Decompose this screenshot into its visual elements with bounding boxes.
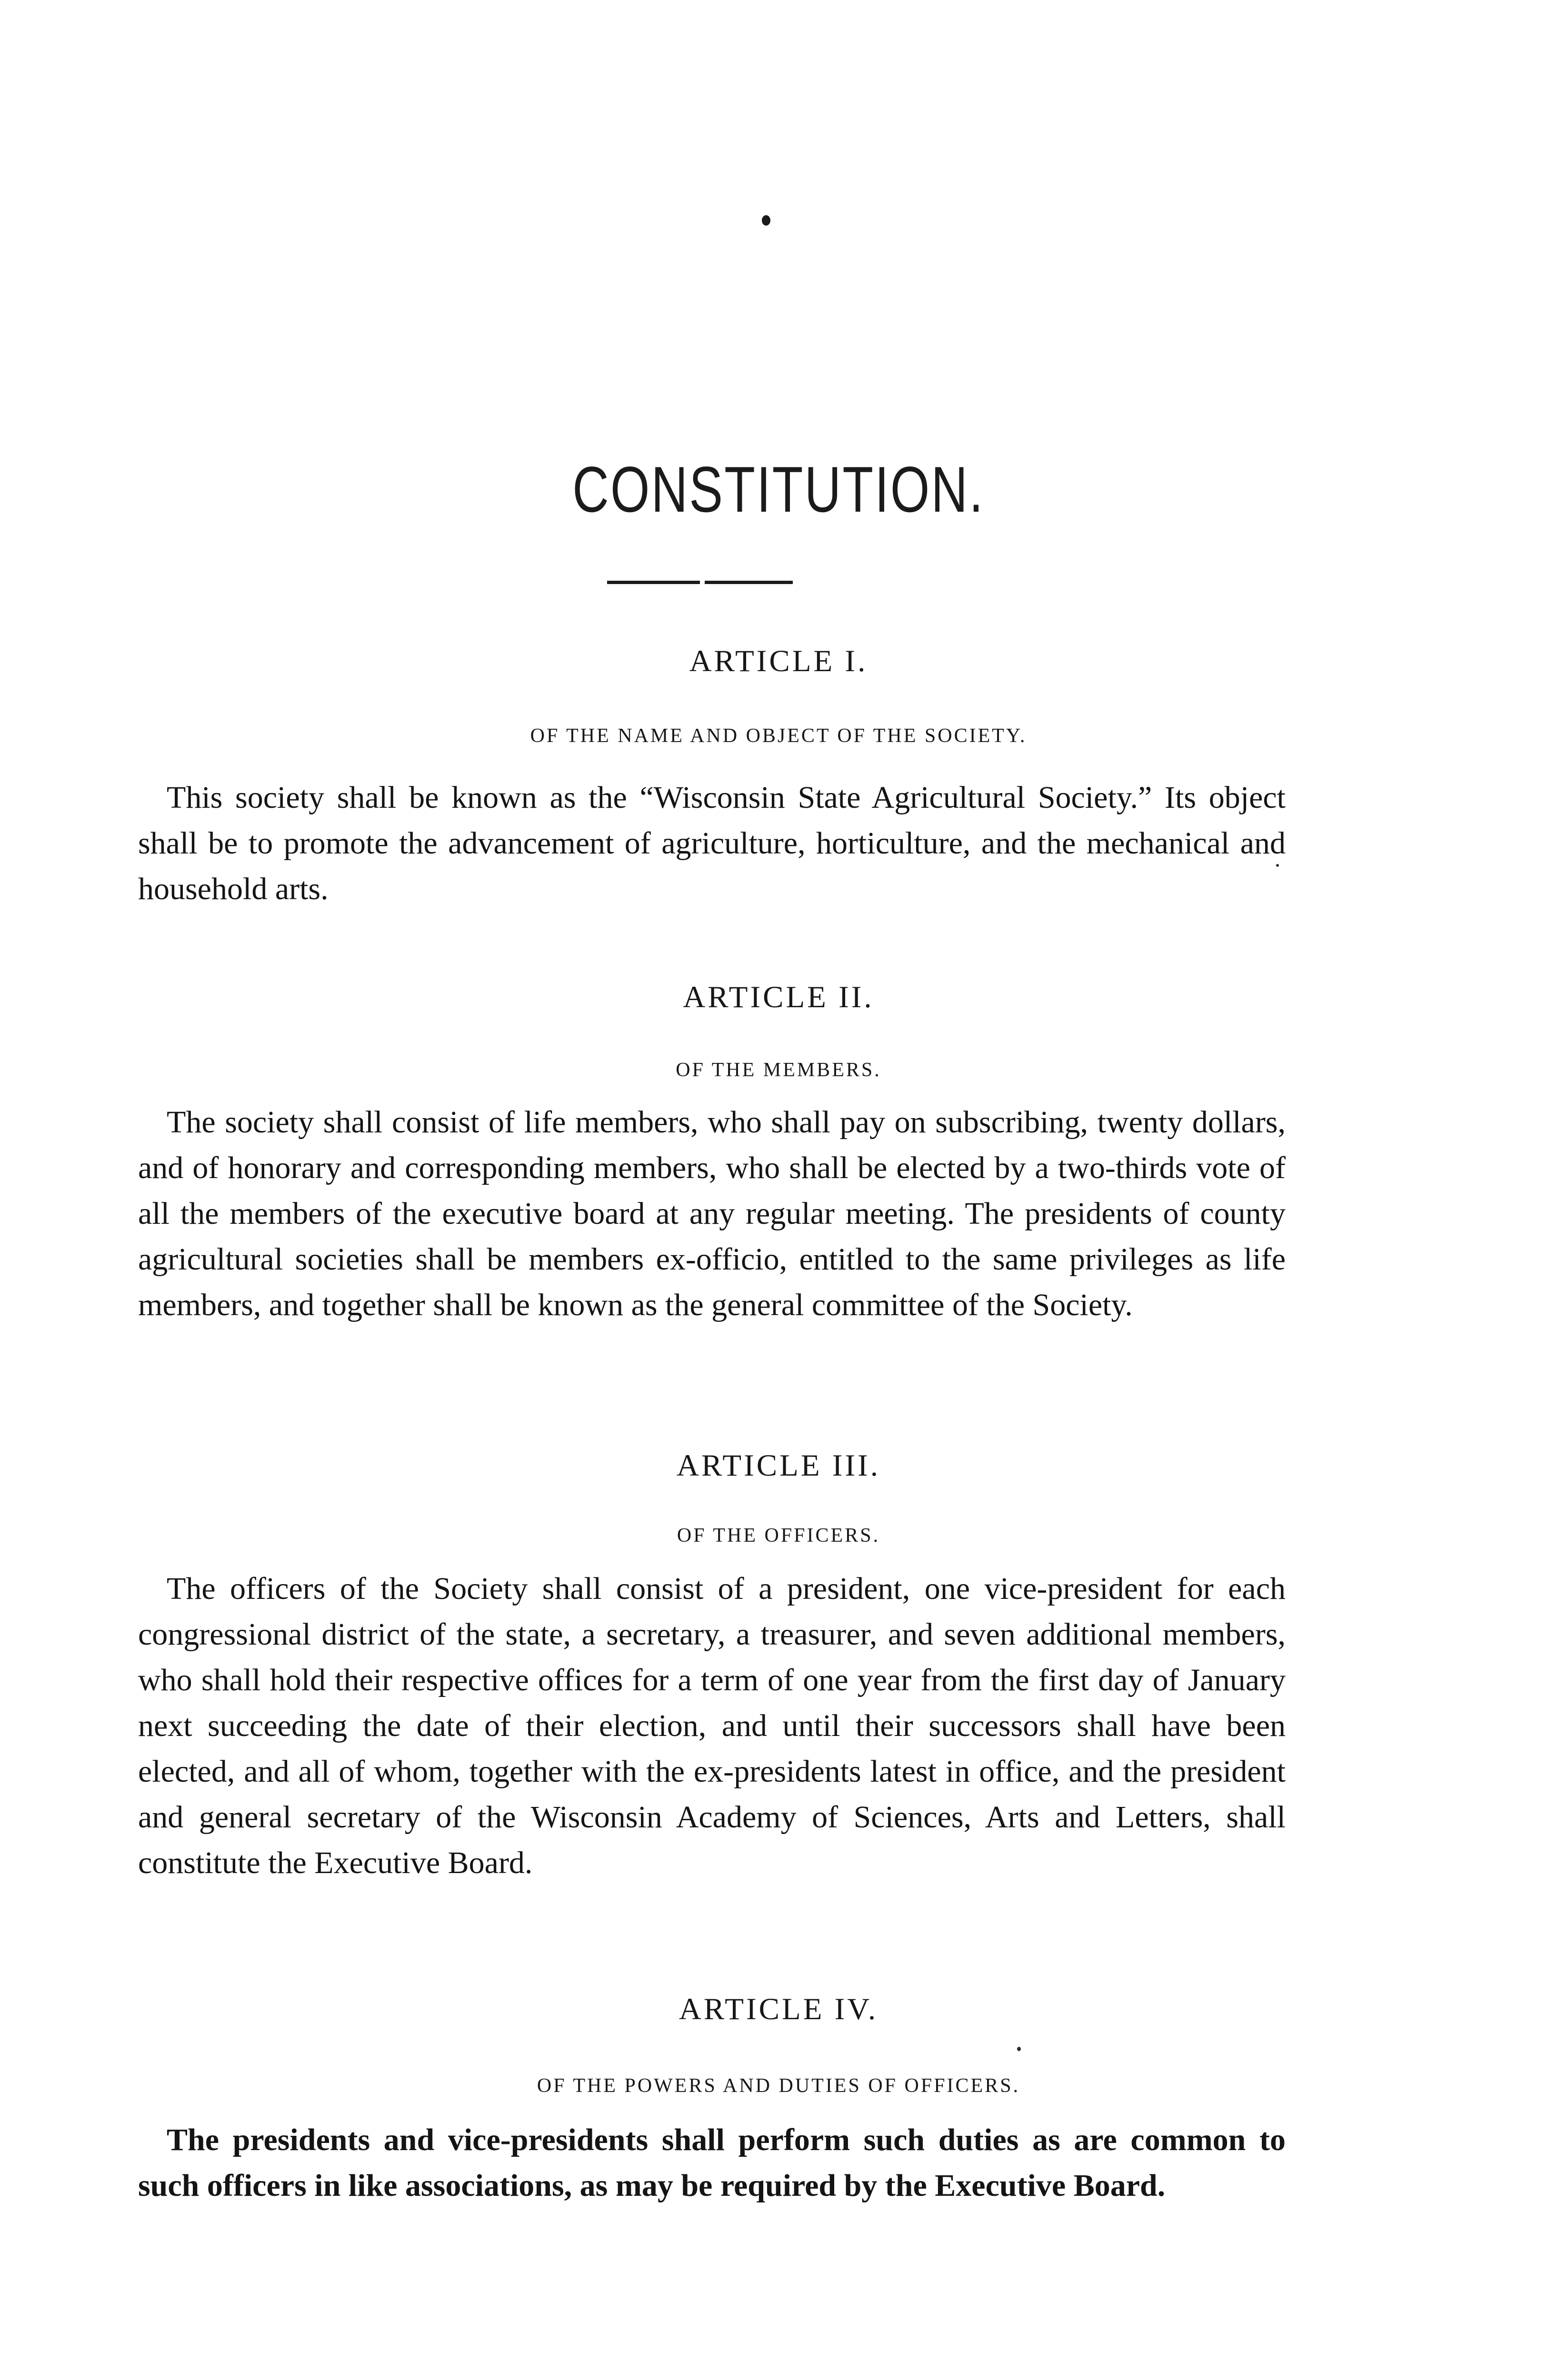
article-heading: ARTICLE II. — [683, 980, 874, 1014]
title-divider — [607, 581, 793, 584]
article-subheading: OF THE POWERS AND DUTIES OF OFFICERS. — [537, 2075, 1020, 2097]
article-heading: ARTICLE IV. — [679, 1992, 878, 2026]
article-heading: ARTICLE I. — [689, 644, 868, 678]
article-subheading: OF THE OFFICERS. — [677, 1525, 880, 1547]
article-text: This society shall be known as the “Wisconsin State Agricultural Society.” Its object shall be to promote the advancement of agriculture, horticulture, and the mechanical and household arts. — [138, 780, 1286, 906]
ink-speck — [1017, 2047, 1021, 2051]
article-heading: ARTICLE III. — [677, 1448, 880, 1483]
page-title: CONSTITUTION. — [572, 453, 985, 526]
article-subheading: OF THE NAME AND OBJECT OF THE SOCIETY. — [530, 725, 1027, 747]
article-text: The society shall consist of life members, who shall pay on subscribing, twenty dollars, and of honorary and corresponding members, who shall be elected by a two-thirds vote of all the members of the executive board at any regular meeting. The presidents of county agricultural societies shall be members ex-officio, entitled to the same privileges as life members, and together shall be known as the general committee of the Society. — [138, 1105, 1286, 1322]
article-text: The officers of the Society shall consist of a president, one vice-president for each congressional district of the state, a secretary, a treasurer, and seven additional members, who shall hold their respective offices for a term of one year from the first day of January next succeeding the date of their election, and until their successors shall have been elected, and all of whom, together with the ex-presidents latest in office, and the president and general secretary of the Wisconsin Academy of Sciences, Arts and Letters, shall constitute the Executive Board. — [138, 1571, 1286, 1880]
ink-dot — [762, 215, 770, 226]
article-subheading: OF THE MEMBERS. — [676, 1059, 881, 1081]
article-text: The presidents and vice-presidents shall perform such duties as are common to such officers in like associations, as may be required by the Executive Board. — [138, 2122, 1286, 2203]
